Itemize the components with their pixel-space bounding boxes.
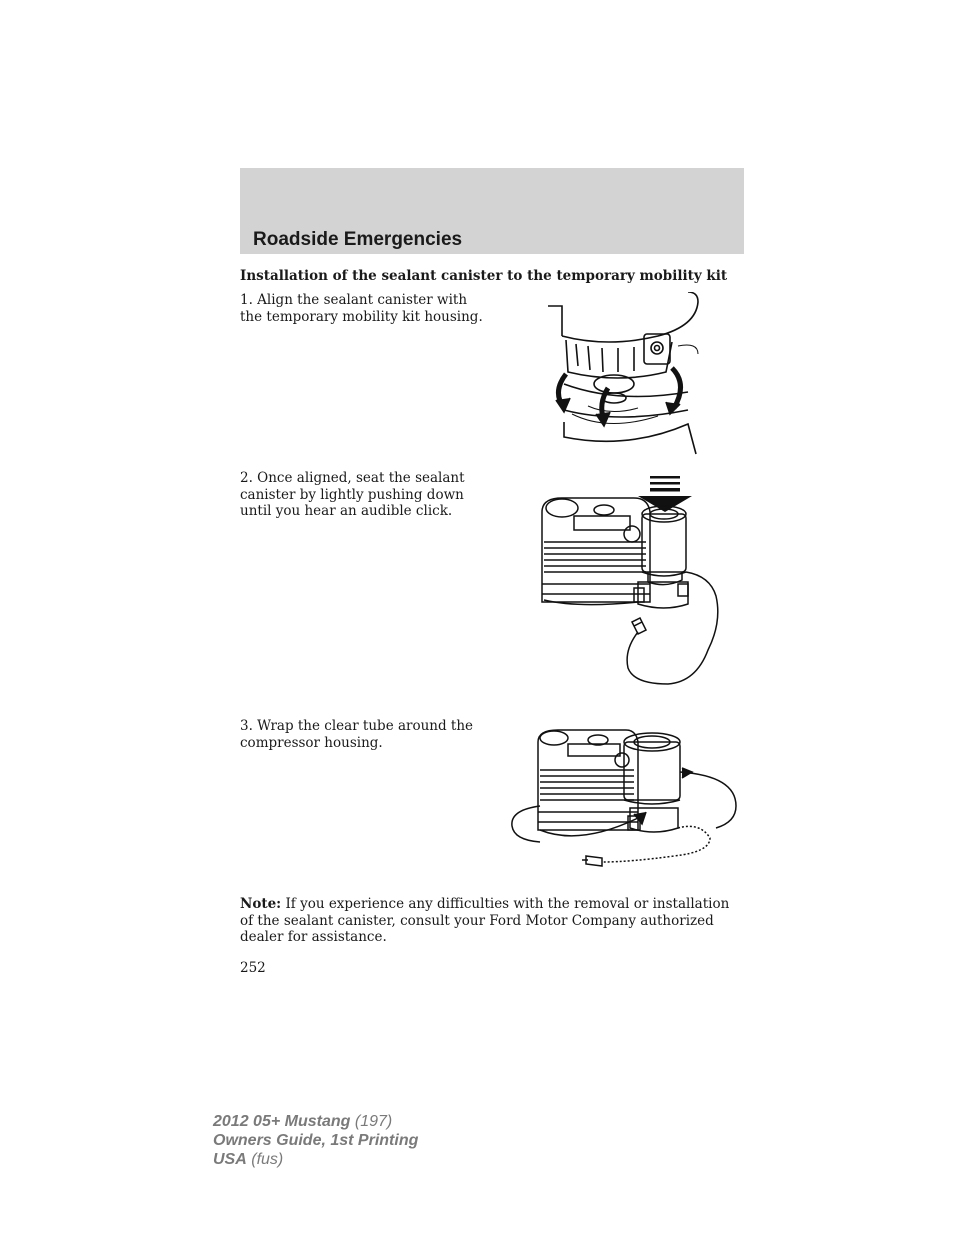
- footer-document-info: [213, 1112, 418, 1169]
- section-title: Roadside Emergencies: [253, 229, 463, 250]
- note-label: Note:: [240, 896, 282, 912]
- footer-market: USA: [213, 1151, 247, 1168]
- page-number: 252: [240, 960, 266, 976]
- subheading: Installation of the sealant canister to the temporary mobility kit: [240, 268, 728, 284]
- canister-alignment-illustration-icon: [548, 292, 708, 457]
- step-1-text: 1. Align the sealant canister with the temporary mobility kit housing.: [240, 292, 483, 325]
- footer-printing: Owners Guide, 1st Printing: [213, 1132, 419, 1149]
- footer-line-1: [213, 1112, 418, 1131]
- footer-line-2: [213, 1131, 418, 1150]
- tube-wrap-illustration-icon: [510, 726, 742, 872]
- footer-model: 2012 05+ Mustang: [213, 1113, 351, 1130]
- footer-model-code: (197): [354, 1113, 393, 1130]
- footer-market-code: (fus): [251, 1151, 284, 1168]
- footer-line-3: [213, 1150, 418, 1169]
- note-text: If you experience any difficulties with the removal or installation of the sealant canister, consult your Ford Motor Company authorized dealer for assistance.: [240, 896, 730, 945]
- note-paragraph: [240, 896, 740, 946]
- step-3-text: 3. Wrap the clear tube around the compressor housing.: [240, 718, 474, 751]
- step-2-text: 2. Once aligned, seat the sealant canister by lightly pushing down until you hear an audible click.: [240, 470, 465, 519]
- canister-seating-illustration-icon: [538, 472, 723, 690]
